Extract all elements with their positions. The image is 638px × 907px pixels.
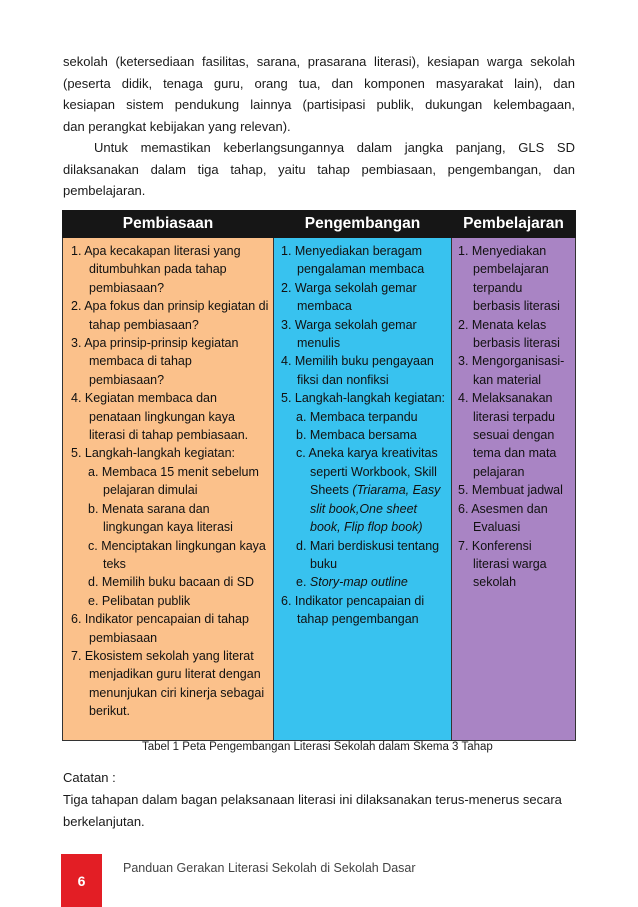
note-label: Catatan : — [63, 770, 116, 785]
intro-paragraph — [63, 51, 575, 137]
list-item: 5. Membuat jadwal — [458, 483, 563, 498]
sub-item: a. Membaca terpandu — [296, 409, 418, 424]
stages-table — [62, 210, 576, 741]
list-item: 5. Langkah-langkah kegiatan: — [281, 391, 446, 406]
list-item: 7. Ekosistem sekolah yang literat menjadikan guru literat dengan menunjukan ciri kinerja sebagai berikut. — [71, 648, 265, 719]
pembiasaan-column — [63, 238, 274, 741]
second-line: pembelajaran. — [63, 183, 146, 198]
sub-item — [278, 444, 447, 536]
second-line: Untuk memastikan keberlangsungannya dalam jangka panjang, GLS SD — [94, 140, 575, 155]
pengembangan-column — [274, 238, 452, 741]
header-pembelajaran: Pembelajaran — [452, 211, 576, 238]
sub-item: b. Menata sarana dan lingkungan kaya literasi — [88, 501, 233, 535]
list-item: 3. Mengorganisasi-kan material — [458, 354, 565, 387]
intro-line: kesiapan sistem pendukung lainnya (partisipasi publik, dukungan kelembagaan, — [63, 97, 575, 112]
intro-line: sekolah (ketersediaan fasilitas, sarana, prasarana literasi), kesiapan warga sekolah — [63, 54, 575, 69]
intro-line: (peserta didik, tenaga guru, orang tua, dan komponen masyarakat lain), dan — [63, 75, 575, 91]
list-item: 1. Menyediakan beragam pengalaman membaca — [281, 244, 425, 277]
list-item: 7. Konferensi literasi warga sekolah — [458, 538, 547, 590]
sub-item: c. Menciptakan lingkungan kaya teks — [88, 538, 266, 571]
sub-item-marker: e. — [296, 575, 307, 590]
list-item: 6. Indikator pencapaian di tahap pembiasaan — [71, 612, 249, 645]
note-line: berkelanjutan. — [63, 814, 145, 829]
header-pengembangan: Pengembangan — [274, 211, 452, 238]
list-item: 6. Indikator pencapaian di tahap pengembangan — [281, 593, 425, 627]
table-caption: Tabel 1 Peta Pengembangan Literasi Sekolah dalam Skema 3 Tahap — [142, 741, 493, 753]
sub-item — [278, 573, 447, 591]
second-paragraph — [63, 137, 575, 202]
sub-item: b. Membaca bersama — [296, 428, 417, 443]
sub-item-text: c. Aneka karya kreativitas seperti Workbook, Skill Sheets — [296, 446, 438, 498]
list-item: 4. Memilih buku pengayaan fiksi dan nonfiksi — [281, 354, 434, 387]
sub-item-italic: (Triarama, Easy slit book,One sheet book, Flip flop book) — [310, 483, 441, 535]
page-number-badge: 6 — [61, 854, 102, 907]
sub-item: a. Membaca 15 menit sebelum pelajaran dimulai — [88, 464, 259, 498]
sub-item: d. Mari berdiskusi tentang buku — [296, 538, 440, 571]
list-item: 2. Warga sekolah gemar membaca — [281, 280, 417, 314]
list-item: 6. Asesmen dan Evaluasi — [458, 501, 548, 535]
list-item: 3. Warga sekolah gemar menulis — [281, 317, 417, 351]
list-item: 1. Menyediakan pembelajaran terpandu berbasis literasi — [458, 244, 560, 314]
pembelajaran-column — [452, 238, 576, 741]
sub-item-italic: Story-map outline — [309, 575, 408, 590]
second-line: dilaksanakan dalam tiga tahap, yaitu tahap pembiasaan, pengembangan, dan — [63, 161, 575, 177]
list-item: 5. Langkah-langkah kegiatan: — [71, 446, 236, 461]
footer-title: Panduan Gerakan Literasi Sekolah di Sekolah Dasar — [123, 861, 416, 875]
list-item: 2. Menata kelas berbasis literasi — [458, 317, 560, 351]
sub-item: d. Memilih buku bacaan di SD — [88, 575, 255, 590]
list-item: 4. Kegiatan membaca dan penataan lingkungan kaya literasi di tahap pembiasaan. — [71, 391, 249, 443]
intro-line: dan perangkat kebijakan yang relevan). — [63, 118, 291, 134]
header-pembiasaan: Pembiasaan — [63, 211, 274, 238]
list-item: 4. Melaksanakan literasi terpadu sesuai dengan tema dan mata pelajaran — [458, 391, 557, 479]
list-item: 1. Apa kecakapan literasi yang ditumbuhkan pada tahap pembiasaan? — [71, 244, 241, 295]
list-item: 3. Apa prinsip-prinsip kegiatan membaca di tahap pembiasaan? — [71, 336, 239, 387]
sub-item: e. Pelibatan publik — [88, 593, 191, 608]
list-item: 2. Apa fokus dan prinsip kegiatan di tahap pembiasaan? — [71, 299, 269, 332]
note-line: Tiga tahapan dalam bagan pelaksanaan literasi ini dilaksanakan terus-menerus secara — [63, 792, 562, 807]
